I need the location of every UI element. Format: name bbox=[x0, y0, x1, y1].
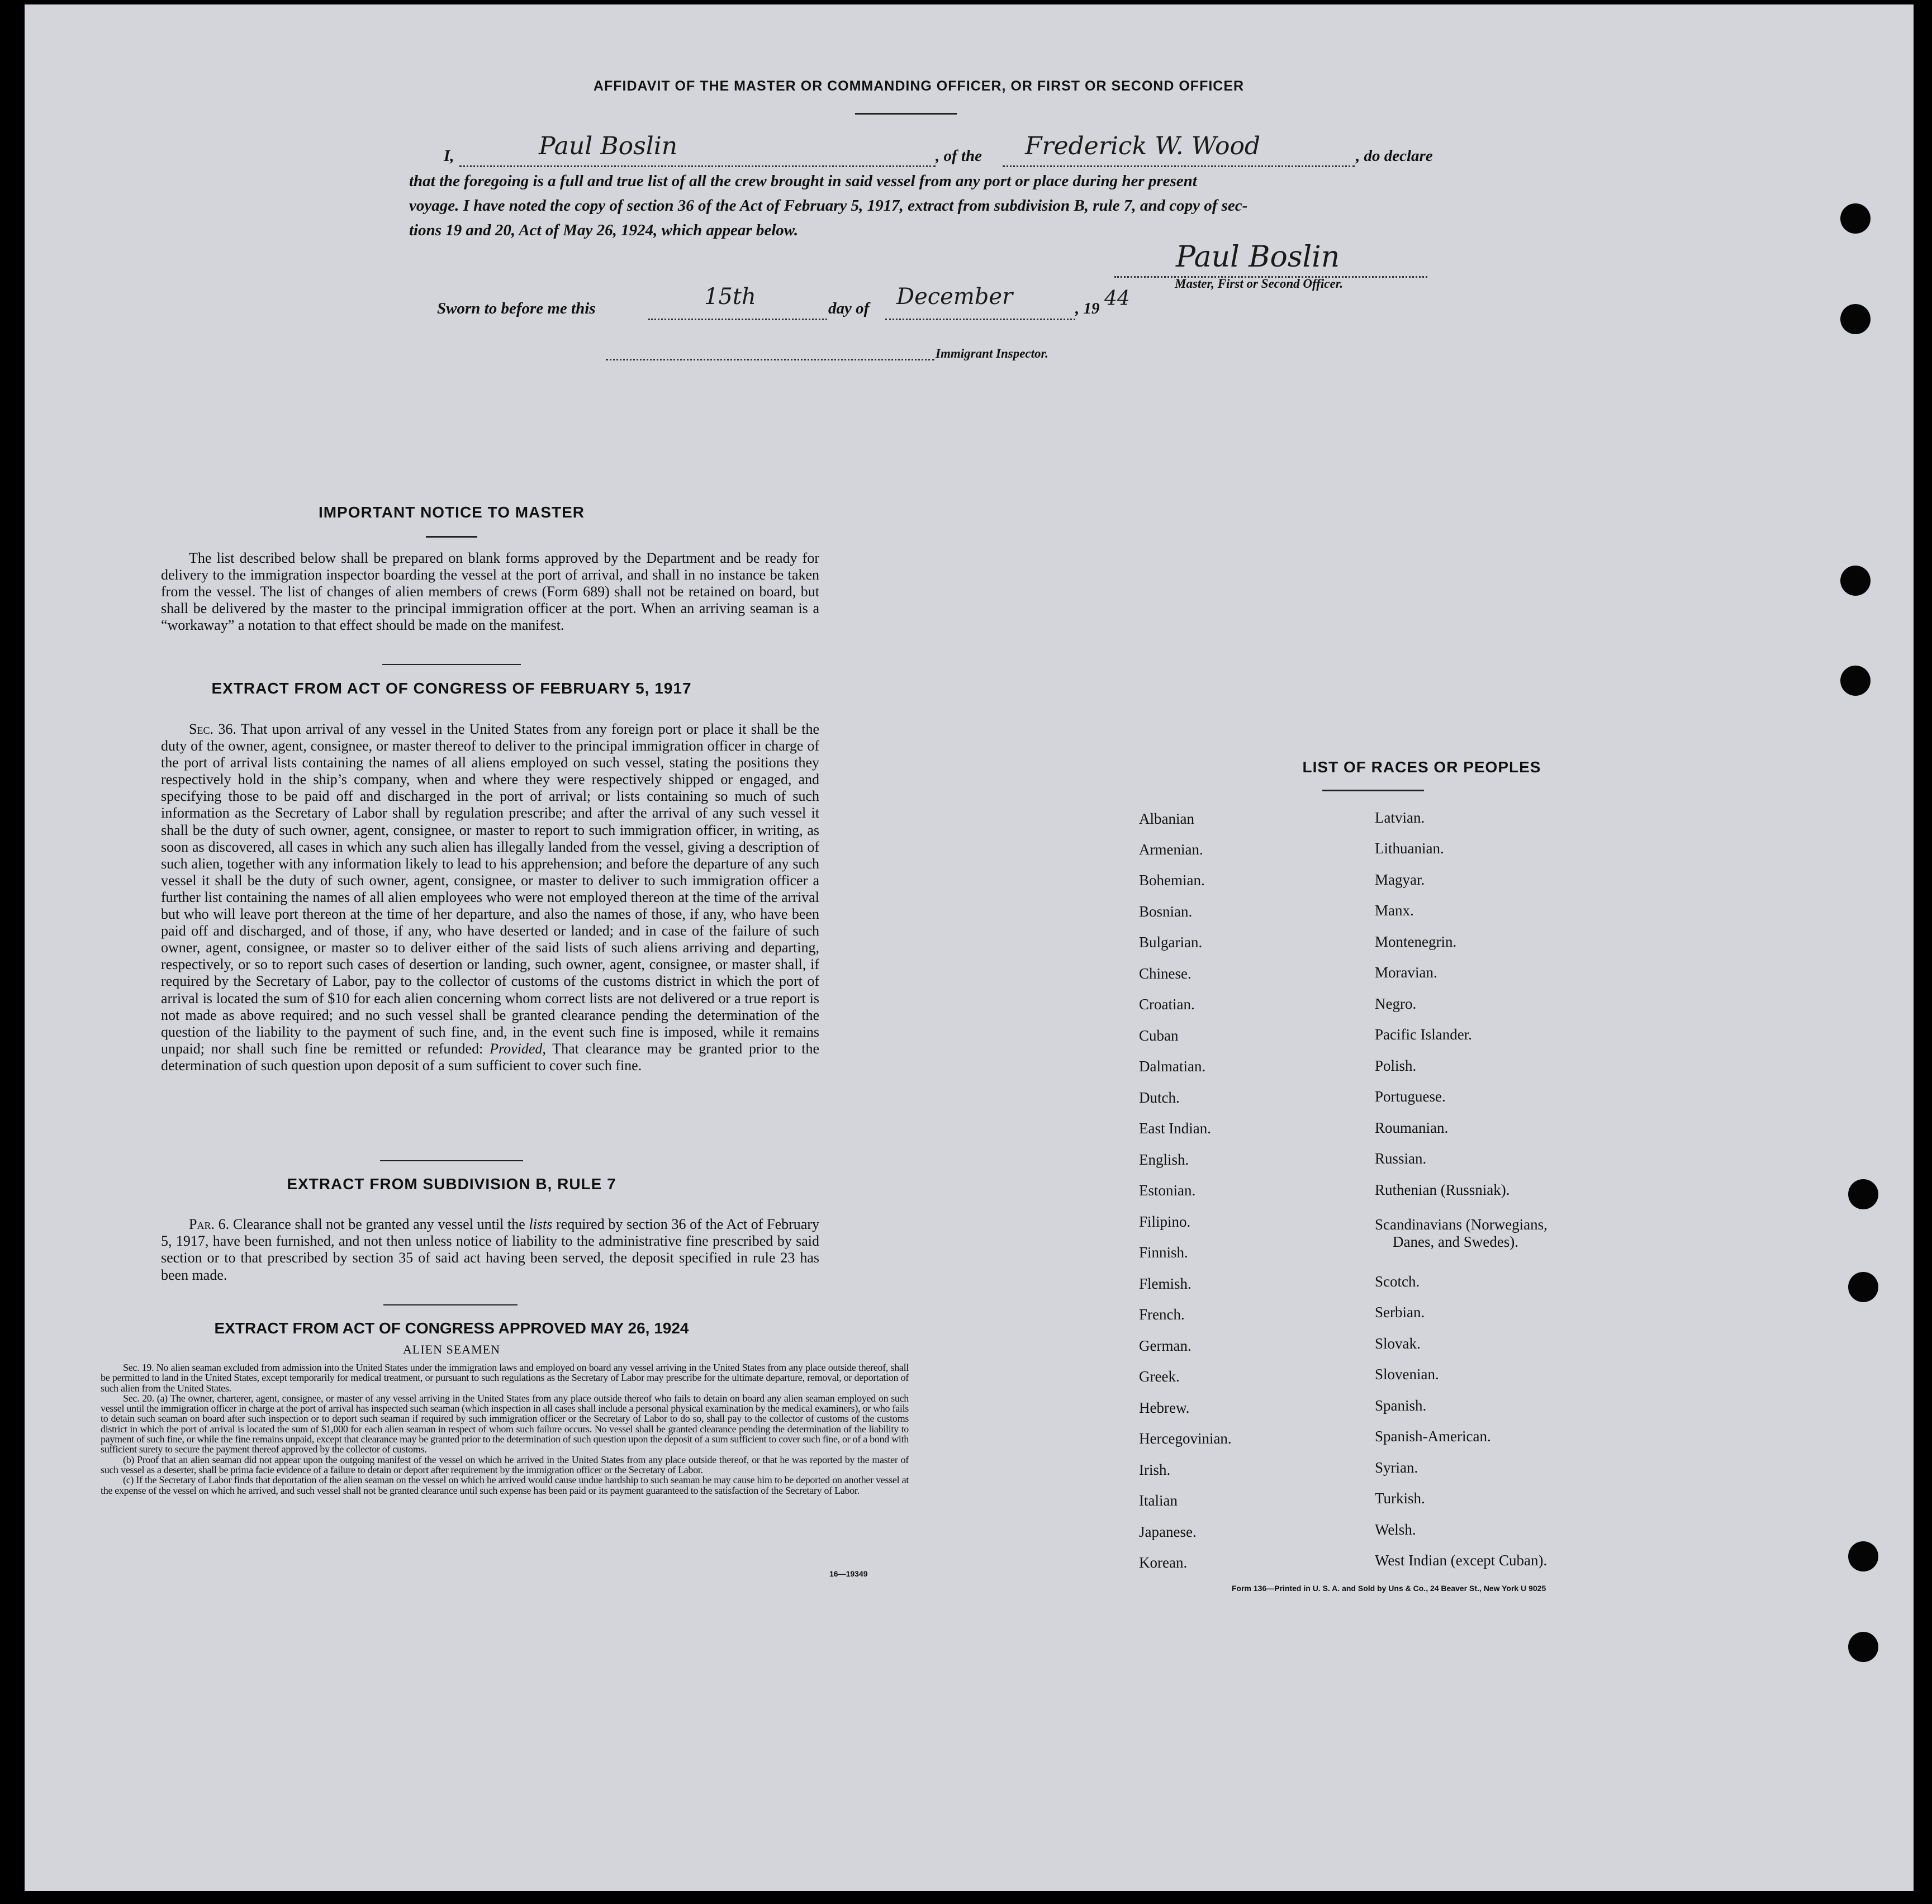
punch-hole bbox=[1848, 1179, 1878, 1209]
sworn-month-handwritten: December bbox=[896, 284, 1013, 310]
race-item: Hebrew. bbox=[1139, 1399, 1190, 1416]
race-item: Bulgarian. bbox=[1139, 934, 1203, 951]
declare-label: , do declare bbox=[1356, 147, 1433, 165]
punch-hole bbox=[1848, 1272, 1878, 1302]
of-the-label: , of the bbox=[936, 147, 982, 165]
day-of-label: day of bbox=[828, 300, 870, 317]
race-item: Slovenian. bbox=[1375, 1366, 1439, 1383]
race-item: German. bbox=[1139, 1337, 1192, 1354]
race-item: Portuguese. bbox=[1375, 1088, 1446, 1105]
affidavit-title: AFFIDAVIT OF THE MASTER OR COMMANDING OFFICER, OR FIRST OR SECOND OFFICER bbox=[593, 78, 1245, 94]
punch-hole bbox=[1840, 566, 1871, 596]
section-text-end: That clearance may be granted prior to the determination of such question upon deposit of a sum sufficient to cover such fine. bbox=[161, 1040, 820, 1074]
race-item: West Indian (except Cuban). bbox=[1375, 1552, 1548, 1569]
divider bbox=[855, 113, 957, 115]
rule7-body bbox=[161, 1216, 819, 1284]
race-item: Korean. bbox=[1139, 1554, 1188, 1571]
race-item: Scotch. bbox=[1375, 1273, 1420, 1290]
provided-emphasis: Provided, bbox=[490, 1040, 546, 1057]
race-item: Albanian bbox=[1139, 810, 1194, 827]
race-item: Bohemian. bbox=[1139, 872, 1205, 889]
race-item: East Indian. bbox=[1139, 1120, 1211, 1137]
divider bbox=[383, 1304, 518, 1305]
race-item: French. bbox=[1139, 1306, 1185, 1323]
punch-hole bbox=[1848, 1632, 1878, 1662]
race-item: Montenegrin. bbox=[1375, 933, 1457, 950]
race-item: Pacific Islander. bbox=[1375, 1026, 1472, 1043]
race-item: Cuban bbox=[1139, 1027, 1179, 1044]
officer-name-handwritten: Paul Boslin bbox=[539, 132, 678, 160]
race-item: Manx. bbox=[1375, 902, 1414, 919]
lists-emphasis: lists bbox=[529, 1216, 553, 1232]
extract-1924-subtitle: ALIEN SEAMEN bbox=[403, 1342, 500, 1356]
punch-hole bbox=[1840, 203, 1871, 234]
race-item: English. bbox=[1139, 1151, 1189, 1168]
race-item: Estonian. bbox=[1139, 1182, 1196, 1199]
race-item: Irish. bbox=[1139, 1461, 1171, 1478]
divider bbox=[380, 1160, 523, 1161]
race-item: Greek. bbox=[1139, 1368, 1180, 1385]
race-item-continued: Danes, and Swedes). bbox=[1393, 1233, 1518, 1250]
section-text: That upon arrival of any vessel in the United States from any foreign port or place it shall be the duty of the owner, agent, consignee, or master thereof to deliver to the principal immigration officer in charge of the port of arrival lists containing the names of all aliens employed on such vessel, stating the positions they respectively hold in the ship’s company, when and where they were respectively shipped or engaged, and specifying those to be paid off and discharged in the port of arrival; or lists containing so much of such information as the Secretary of Labor shall by regulation prescribe; and after the arrival of any such vessel it shall be the duty of such owner, agent, consignee, or master to report to such immigration officer, in writing, as soon as discovered, all cases in which any such alien has illegally landed from the vessel, giving a description of such alien, together with any information likely to lead to his apprehension; and before the departure of any such vessel it shall be the duty of such owner, agent, consignee, or master to deliver to such immigration officer a further list containing the names of all alien employees who were not employed thereon at the time of the arrival but who will leave port thereon at the time of her departure, and also the names of those, if any, who have been paid off and discharged, and of those, if any, who have deserted or landed; and in case of the failure of such owner, agent, consignee, or master so to deliver either of the said lists of such aliens arriving and departing, respectively, or so to report such cases of desertion or landing, such owner, agent, consignee, or master shall, if required by the Secretary of Labor, pay to the collector of customs of the customs district in which the port of arrival is located the sum of $10 for each alien concerning whom correct lists are not delivered or a true report is not made as above required; and no such vessel shall be granted clearance pending the determination of the question of the liability to the payment of such fine, and, in the event such fine is imposed, while it remains unpaid; nor shall such fine be remitted or refunded: bbox=[161, 721, 820, 1057]
print-code: 16—19349 bbox=[829, 1569, 868, 1578]
race-item: Turkish. bbox=[1375, 1490, 1425, 1507]
sworn-day-handwritten: 15th bbox=[704, 284, 756, 310]
extract-1924-title: EXTRACT FROM ACT OF CONGRESS APPROVED MAY 26, 1924 bbox=[214, 1319, 689, 1337]
race-item: Italian bbox=[1139, 1492, 1178, 1509]
sec-20a-text: Sec. 20. (a) The owner, charterer, agent, consignee, or master of any vessel arriving in the United States from any place outside thereof who fails to detain on board any alien seaman employed on such vessel until the immigration officer in charge at the port of arrival has inspected such seaman (which inspection in all cases shall include a personal physical examination by the medical examiners), or who fails to detain such seaman on board after such inspection or to deport such seaman if required by such immigration officer or the Secretary of Labor to do so, shall pay to the collector of customs of the customs district in which the port of arrival is located the sum of $1,000 for each alien seaman in respect of whom such failure occurs. No vessel shall be granted clearance pending the determination of the liability to payment of such fine, or while the fine remains unpaid, except that clearance may be granted prior to the determination of such question upon the deposit of a sum sufficient to cover such fine, or of a bond with sufficient surety to secure the payment thereof approved by the collector of customs. bbox=[101, 1392, 909, 1455]
race-item: Armenian. bbox=[1139, 841, 1203, 858]
race-item: Finnish. bbox=[1139, 1244, 1188, 1261]
race-item: Hercegovinian. bbox=[1139, 1430, 1232, 1447]
race-item: Flemish. bbox=[1139, 1275, 1192, 1292]
punch-hole bbox=[1840, 304, 1871, 334]
rule7-text-a: Clearance shall not be granted any vessel until the bbox=[232, 1216, 525, 1232]
punch-hole bbox=[1840, 666, 1871, 696]
race-item: Bosnian. bbox=[1139, 903, 1193, 920]
extract-1917-body bbox=[161, 721, 819, 1074]
race-item: Russian. bbox=[1375, 1150, 1427, 1167]
race-item: Ruthenian (Russniak). bbox=[1375, 1181, 1510, 1198]
year-prefix: , 19 bbox=[1075, 300, 1100, 317]
sec-20b-text: (b) Proof that an alien seaman did not appear upon the outgoing manifest of the vessel on which he arrived in the United States from any place outside thereof, or that he was reported by the master of such vessel as a deserter, shall be prima facie evidence of a failure to detain or deport after requirement by the immigration officer or the Secretary of Labor. bbox=[101, 1454, 909, 1475]
inspector-signature-line bbox=[606, 351, 934, 360]
affidavit-body-line-3: tions 19 and 20, Act of May 26, 1924, which appear below. bbox=[409, 221, 799, 239]
race-item: Lithuanian. bbox=[1375, 840, 1444, 857]
race-item: Spanish-American. bbox=[1375, 1428, 1491, 1445]
race-item: Welsh. bbox=[1375, 1521, 1416, 1538]
notice-title: IMPORTANT NOTICE TO MASTER bbox=[318, 504, 585, 521]
race-item: Dutch. bbox=[1139, 1089, 1180, 1106]
sworn-label: Sworn to before me this bbox=[437, 300, 596, 317]
document-page bbox=[25, 4, 1914, 1891]
inspector-caption: Immigrant Inspector. bbox=[936, 346, 1048, 360]
officer-name-line bbox=[459, 149, 936, 167]
sec-20c-text: (c) If the Secretary of Labor finds that deportation of the alien seaman on the vessel on which he arrived would cause undue hardship to such seaman he may cause him to be deported on another vessel at the expense of the vessel on which he arrived, and such vessel shall not be granted clearance until such expense has been paid or its payment guaranteed to the satisfaction of the Secretary of Labor. bbox=[101, 1474, 909, 1496]
race-item: Spanish. bbox=[1375, 1397, 1427, 1414]
section-number: Sec. 36. bbox=[189, 721, 236, 737]
race-item: Scandinavians (Norwegians, bbox=[1375, 1216, 1548, 1233]
race-item: Roumanian. bbox=[1375, 1119, 1449, 1136]
form-footer: Form 136—Printed in U. S. A. and Sold by Uns & Co., 24 Beaver St., New York U 9025 bbox=[1232, 1584, 1546, 1593]
affidavit-i-label: I, bbox=[444, 147, 454, 165]
race-item: Chinese. bbox=[1139, 965, 1192, 982]
vessel-name-handwritten: Frederick W. Wood bbox=[1025, 132, 1261, 160]
affidavit-body-line-1: that the foregoing is a full and true list of all the crew brought in said vessel from any port or place during her present bbox=[409, 172, 1197, 190]
extract-1924-body bbox=[101, 1362, 909, 1495]
year-handwritten: 44 bbox=[1104, 287, 1130, 310]
race-item: Croatian. bbox=[1139, 996, 1195, 1013]
paragraph-number: Par. 6. bbox=[189, 1216, 230, 1232]
race-item: Japanese. bbox=[1139, 1523, 1197, 1540]
divider bbox=[426, 536, 477, 538]
race-item: Magyar. bbox=[1375, 871, 1425, 888]
divider bbox=[382, 664, 521, 665]
sec-19-text: Sec. 19. No alien seaman excluded from admission into the United States under the immigration laws and employed on board any vessel arriving in the United States from any place outside thereof, shall be permitted to land in the United States, except temporarily for medical treatment, or pursuant to such regulations as the Secretary of Labor may prescribe for the ultimate departure, removal, or deportation of such alien from the United States. bbox=[101, 1362, 909, 1394]
race-item: Moravian. bbox=[1375, 964, 1437, 981]
affidavit-body-line-2: voyage. I have noted the copy of section 36 of the Act of February 5, 1917, extract from subdivision B, rule 7, and copy of sec- bbox=[409, 197, 1248, 215]
race-item: Filipino. bbox=[1139, 1213, 1191, 1230]
officer-signature: Paul Boslin bbox=[1176, 240, 1340, 274]
notice-body: The list described below shall be prepared on blank forms approved by the Department and be ready for delivery to the immigration inspector boarding the vessel at the port of arrival, and shall in no instance be taken from the vessel. The list of changes of alien members of crews (Form 689) shall not be retained on board, but shall be delivered by the master to the principal immigration officer at the port. When an arriving seaman is a “workaway” a notation to that effect should be made on the manifest. bbox=[161, 550, 819, 633]
punch-hole bbox=[1848, 1541, 1878, 1571]
divider bbox=[1322, 790, 1424, 791]
race-item: Syrian. bbox=[1375, 1459, 1418, 1476]
race-item: Slovak. bbox=[1375, 1335, 1421, 1352]
race-item: Dalmatian. bbox=[1139, 1058, 1206, 1075]
race-item: Latvian. bbox=[1375, 809, 1425, 826]
race-item: Polish. bbox=[1375, 1057, 1417, 1074]
race-item: Serbian. bbox=[1375, 1304, 1425, 1321]
race-item: Negro. bbox=[1375, 995, 1417, 1012]
signature-caption: Master, First or Second Officer. bbox=[1175, 277, 1344, 291]
rule7-title: EXTRACT FROM SUBDIVISION B, RULE 7 bbox=[287, 1175, 616, 1193]
rule7-text-b: required by section 36 of the Act of February 5, 1917, have been furnished, and not then unless notice of liability to the administrative fine prescribed by said section or to that prescribed by section 35 of said act having been served, the deposit specified in rule 23 has been made. bbox=[161, 1216, 820, 1283]
extract-1917-title: EXTRACT FROM ACT OF CONGRESS OF FEBRUARY 5, 1917 bbox=[211, 680, 692, 697]
races-title: LIST OF RACES OR PEOPLES bbox=[1302, 758, 1541, 776]
